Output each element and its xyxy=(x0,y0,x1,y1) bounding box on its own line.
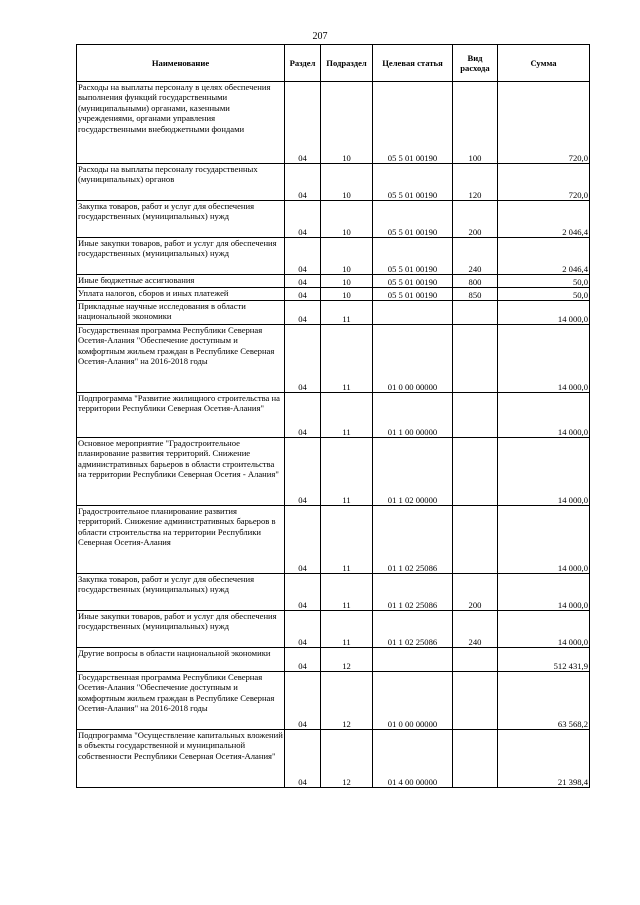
row-name: Государственная программа Республики Северная Осетия-Алания "Обеспечение доступным и комфортным жильем граждан в Республике Северная Осетия-Алания" на 2016-2018 годы xyxy=(77,325,285,393)
table-row xyxy=(77,438,590,506)
row-name: Иные закупки товаров, работ и услуг для обеспечения государственных (муниципальных) нужд xyxy=(77,238,285,275)
table-row xyxy=(77,611,590,648)
row-section: 04 xyxy=(285,648,321,672)
row-section: 04 xyxy=(285,201,321,238)
row-subsection: 12 xyxy=(321,672,373,730)
row-name: Градостроительное планирование развития территорий. Снижение административных барьеров в области строительства на территории Республики Северная Осетия-Алания xyxy=(77,506,285,574)
row-subsection: 10 xyxy=(321,275,373,288)
row-name: Закупка товаров, работ и услуг для обеспечения государственных (муниципальных) нужд xyxy=(77,201,285,238)
row-target: 01 1 02 25086 xyxy=(373,574,453,611)
row-amount: 63 568,2 xyxy=(498,672,590,730)
row-name: Другие вопросы в области национальной экономики xyxy=(77,648,285,672)
budget-table xyxy=(76,44,590,788)
table-row xyxy=(77,201,590,238)
row-expense-type: 200 xyxy=(453,201,498,238)
row-amount: 720,0 xyxy=(498,82,590,164)
table-row xyxy=(77,288,590,301)
row-subsection: 11 xyxy=(321,393,373,438)
table-row xyxy=(77,506,590,574)
row-subsection: 10 xyxy=(321,82,373,164)
row-amount: 14 000,0 xyxy=(498,438,590,506)
header-name: Наименование xyxy=(77,45,285,82)
row-amount: 21 398,4 xyxy=(498,730,590,788)
row-amount: 720,0 xyxy=(498,164,590,201)
row-subsection: 11 xyxy=(321,506,373,574)
row-section: 04 xyxy=(285,730,321,788)
row-name: Основное мероприятие "Градостроительное планирование развития территорий. Снижение административных барьеров в области строительства на территории Республики Северная Осетия - Алания" xyxy=(77,438,285,506)
row-subsection: 10 xyxy=(321,201,373,238)
row-amount: 14 000,0 xyxy=(498,611,590,648)
row-section: 04 xyxy=(285,393,321,438)
row-target: 05 5 01 00190 xyxy=(373,288,453,301)
row-expense-type xyxy=(453,730,498,788)
page-number: 207 xyxy=(312,31,328,42)
row-section: 04 xyxy=(285,574,321,611)
table-row xyxy=(77,574,590,611)
table-row xyxy=(77,648,590,672)
row-name: Иные бюджетные ассигнования xyxy=(77,275,285,288)
row-target: 05 5 01 00190 xyxy=(373,164,453,201)
row-target: 01 0 00 00000 xyxy=(373,325,453,393)
row-amount: 512 431,9 xyxy=(498,648,590,672)
row-amount: 50,0 xyxy=(498,275,590,288)
row-amount: 14 000,0 xyxy=(498,574,590,611)
row-name: Закупка товаров, работ и услуг для обеспечения государственных (муниципальных) нужд xyxy=(77,574,285,611)
row-section: 04 xyxy=(285,82,321,164)
table-row xyxy=(77,393,590,438)
row-expense-type xyxy=(453,301,498,325)
row-name: Расходы на выплаты персоналу государственных (муниципальных) органов xyxy=(77,164,285,201)
table-row xyxy=(77,275,590,288)
row-expense-type: 240 xyxy=(453,611,498,648)
row-expense-type: 100 xyxy=(453,82,498,164)
header-amount: Сумма xyxy=(498,45,590,82)
row-expense-type: 120 xyxy=(453,164,498,201)
table-row xyxy=(77,325,590,393)
row-amount: 2 046,4 xyxy=(498,238,590,275)
row-section: 04 xyxy=(285,672,321,730)
row-amount: 50,0 xyxy=(498,288,590,301)
row-amount: 14 000,0 xyxy=(498,393,590,438)
row-target: 05 5 01 00190 xyxy=(373,238,453,275)
row-target: 01 1 02 00000 xyxy=(373,438,453,506)
row-section: 04 xyxy=(285,325,321,393)
header-target: Целевая статья xyxy=(373,45,453,82)
row-expense-type: 800 xyxy=(453,275,498,288)
row-section: 04 xyxy=(285,611,321,648)
row-target xyxy=(373,301,453,325)
row-target: 01 0 00 00000 xyxy=(373,672,453,730)
row-section: 04 xyxy=(285,438,321,506)
row-amount: 14 000,0 xyxy=(498,325,590,393)
row-target: 05 5 01 00190 xyxy=(373,275,453,288)
table-row xyxy=(77,164,590,201)
table-row xyxy=(77,238,590,275)
row-subsection: 11 xyxy=(321,301,373,325)
row-subsection: 11 xyxy=(321,574,373,611)
row-subsection: 11 xyxy=(321,611,373,648)
row-expense-type: 850 xyxy=(453,288,498,301)
row-name: Иные закупки товаров, работ и услуг для обеспечения государственных (муниципальных) нужд xyxy=(77,611,285,648)
table-header-row xyxy=(77,45,590,82)
row-expense-type xyxy=(453,672,498,730)
row-section: 04 xyxy=(285,288,321,301)
row-expense-type xyxy=(453,506,498,574)
table-row xyxy=(77,82,590,164)
row-name: Уплата налогов, сборов и иных платежей xyxy=(77,288,285,301)
row-amount: 14 000,0 xyxy=(498,506,590,574)
row-subsection: 11 xyxy=(321,438,373,506)
row-amount: 2 046,4 xyxy=(498,201,590,238)
row-section: 04 xyxy=(285,275,321,288)
row-section: 04 xyxy=(285,164,321,201)
table-row xyxy=(77,730,590,788)
row-target: 01 1 02 25086 xyxy=(373,506,453,574)
row-target: 01 1 02 25086 xyxy=(373,611,453,648)
row-target: 05 5 01 00190 xyxy=(373,82,453,164)
header-subsection: Подраздел xyxy=(321,45,373,82)
row-target: 05 5 01 00190 xyxy=(373,201,453,238)
row-name: Государственная программа Республики Северная Осетия-Алания "Обеспечение доступным и комфортным жильем граждан в Республике Северная Осетия-Алания" на 2016-2018 годы xyxy=(77,672,285,730)
row-target: 01 4 00 00000 xyxy=(373,730,453,788)
row-expense-type xyxy=(453,393,498,438)
row-name: Подпрограмма "Развитие жилищного строительства на территории Республики Северная Осетия-Алания" xyxy=(77,393,285,438)
row-subsection: 10 xyxy=(321,238,373,275)
row-subsection: 10 xyxy=(321,164,373,201)
row-expense-type: 200 xyxy=(453,574,498,611)
header-expense-type: Вид расхода xyxy=(453,45,498,82)
row-expense-type xyxy=(453,325,498,393)
row-name: Прикладные научные исследования в области национальной экономики xyxy=(77,301,285,325)
table-row xyxy=(77,301,590,325)
header-section: Раздел xyxy=(285,45,321,82)
row-section: 04 xyxy=(285,301,321,325)
row-subsection: 12 xyxy=(321,730,373,788)
row-subsection: 12 xyxy=(321,648,373,672)
row-subsection: 11 xyxy=(321,325,373,393)
row-expense-type xyxy=(453,648,498,672)
row-expense-type: 240 xyxy=(453,238,498,275)
row-name: Подпрограмма "Осуществление капитальных вложений в объекты государственной и муниципальной собственности Республики Северная Осетия-Алания" xyxy=(77,730,285,788)
table-row xyxy=(77,672,590,730)
row-section: 04 xyxy=(285,238,321,275)
row-expense-type xyxy=(453,438,498,506)
row-amount: 14 000,0 xyxy=(498,301,590,325)
row-name: Расходы на выплаты персоналу в целях обеспечения выполнения функций государственными (муниципальными) органами, казенными учреждениями, органами управления государственными внебюджетными фондами xyxy=(77,82,285,164)
row-target xyxy=(373,648,453,672)
row-target: 01 1 00 00000 xyxy=(373,393,453,438)
row-section: 04 xyxy=(285,506,321,574)
row-subsection: 10 xyxy=(321,288,373,301)
